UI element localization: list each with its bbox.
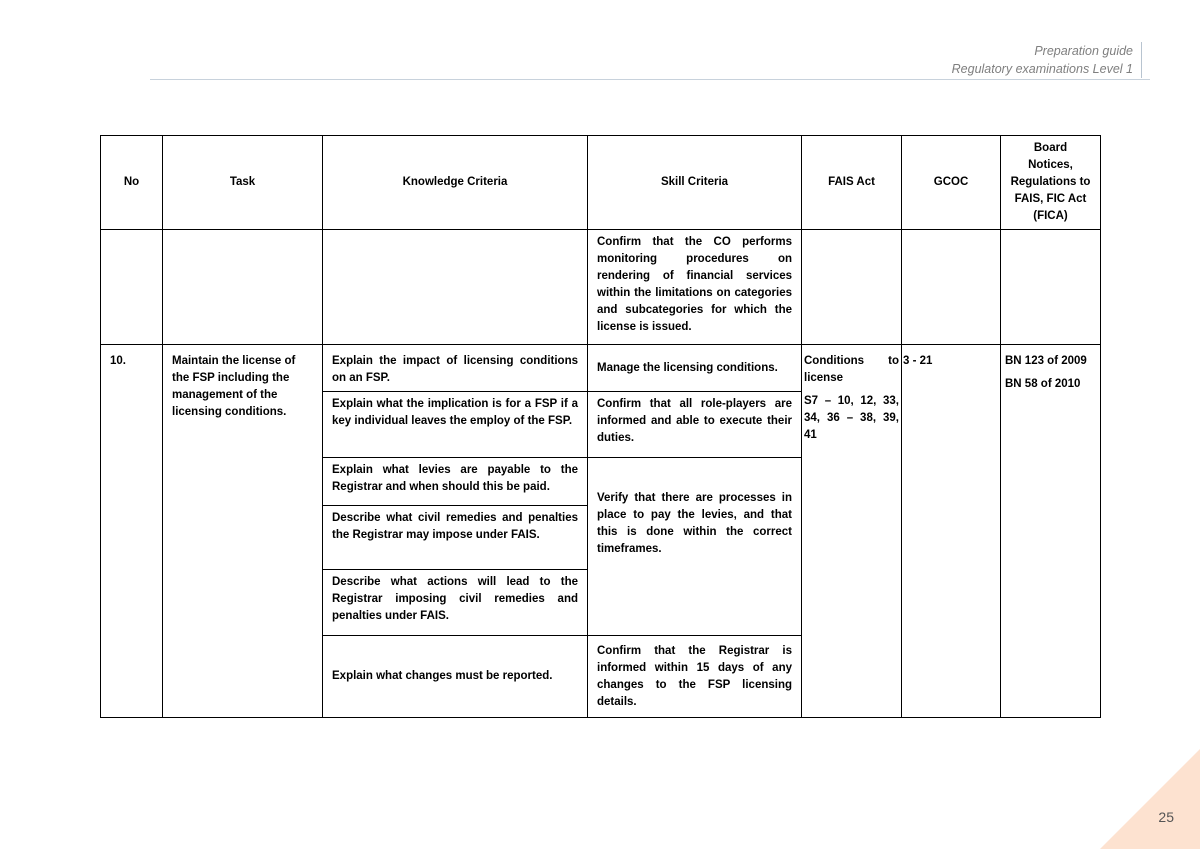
board-notice-1: BN 123 of 2009	[1005, 355, 1087, 367]
col-header-no: No	[101, 136, 163, 230]
col-header-skill: Skill Criteria	[588, 136, 802, 230]
header-guide-title: Preparation guide	[1034, 44, 1133, 58]
cell-skill: Confirm that all role-players are informed and able to execute their duties.	[588, 392, 802, 458]
col-header-knowledge: Knowledge Criteria	[323, 136, 588, 230]
criteria-table	[100, 135, 1101, 718]
cell-skill: Manage the licensing conditions.	[588, 345, 802, 392]
header-divider	[150, 79, 1150, 80]
col-header-board: Board Notices, Regulations to FAIS, FIC Act (FICA)	[1001, 136, 1101, 230]
table-row	[101, 345, 1101, 392]
cell-gcoc	[902, 230, 1001, 345]
col-header-task: Task	[163, 136, 323, 230]
cell-skill: Confirm that the Registrar is informed within 15 days of any changes to the FSP licensing details.	[588, 636, 802, 718]
cell-fais	[802, 230, 902, 345]
cell-no: 10.	[101, 345, 163, 718]
cell-task	[163, 230, 323, 345]
cell-knowledge: Explain what the implication is for a FSP if a key individual leaves the employ of the FSP.	[323, 392, 588, 458]
cell-board	[1001, 345, 1101, 718]
cell-knowledge: Explain what changes must be reported.	[323, 636, 588, 718]
col-header-fais: FAIS Act	[802, 136, 902, 230]
cell-skill: Confirm that the CO performs monitoring procedures on rendering of financial services within the limitations on categories and subcategories for which the license is issued.	[588, 230, 802, 345]
fais-sections: S7 – 10, 12, 33, 34, 36 – 38, 39, 41	[804, 395, 899, 441]
cell-knowledge	[323, 230, 588, 345]
cell-fais	[802, 345, 902, 718]
table-header-row	[101, 136, 1101, 230]
cell-task: Maintain the license of the FSP including the management of the licensing conditions.	[163, 345, 323, 718]
cell-knowledge: Explain the impact of licensing conditions on an FSP.	[323, 345, 588, 392]
corner-decoration	[1100, 749, 1200, 849]
cell-gcoc: 3 - 21	[902, 345, 1001, 718]
cell-knowledge: Describe what actions will lead to the Registrar imposing civil remedies and penalties under FAIS.	[323, 570, 588, 636]
cell-no	[101, 230, 163, 345]
cell-knowledge: Explain what levies are payable to the Registrar and when should this be paid.	[323, 458, 588, 506]
header-exam-title: Regulatory examinations Level 1	[951, 62, 1133, 76]
document-header	[952, 42, 1142, 78]
table-row	[101, 230, 1101, 345]
cell-skill: Verify that there are processes in place to pay the levies, and that this is done within the correct timeframes.	[588, 458, 802, 636]
board-notice-2: BN 58 of 2010	[1005, 378, 1081, 390]
cell-knowledge: Describe what civil remedies and penalties the Registrar may impose under FAIS.	[323, 506, 588, 570]
fais-conditions: Conditions to license	[804, 355, 899, 384]
col-header-gcoc: GCOC	[902, 136, 1001, 230]
cell-board	[1001, 230, 1101, 345]
page-number: 25	[1158, 809, 1174, 825]
